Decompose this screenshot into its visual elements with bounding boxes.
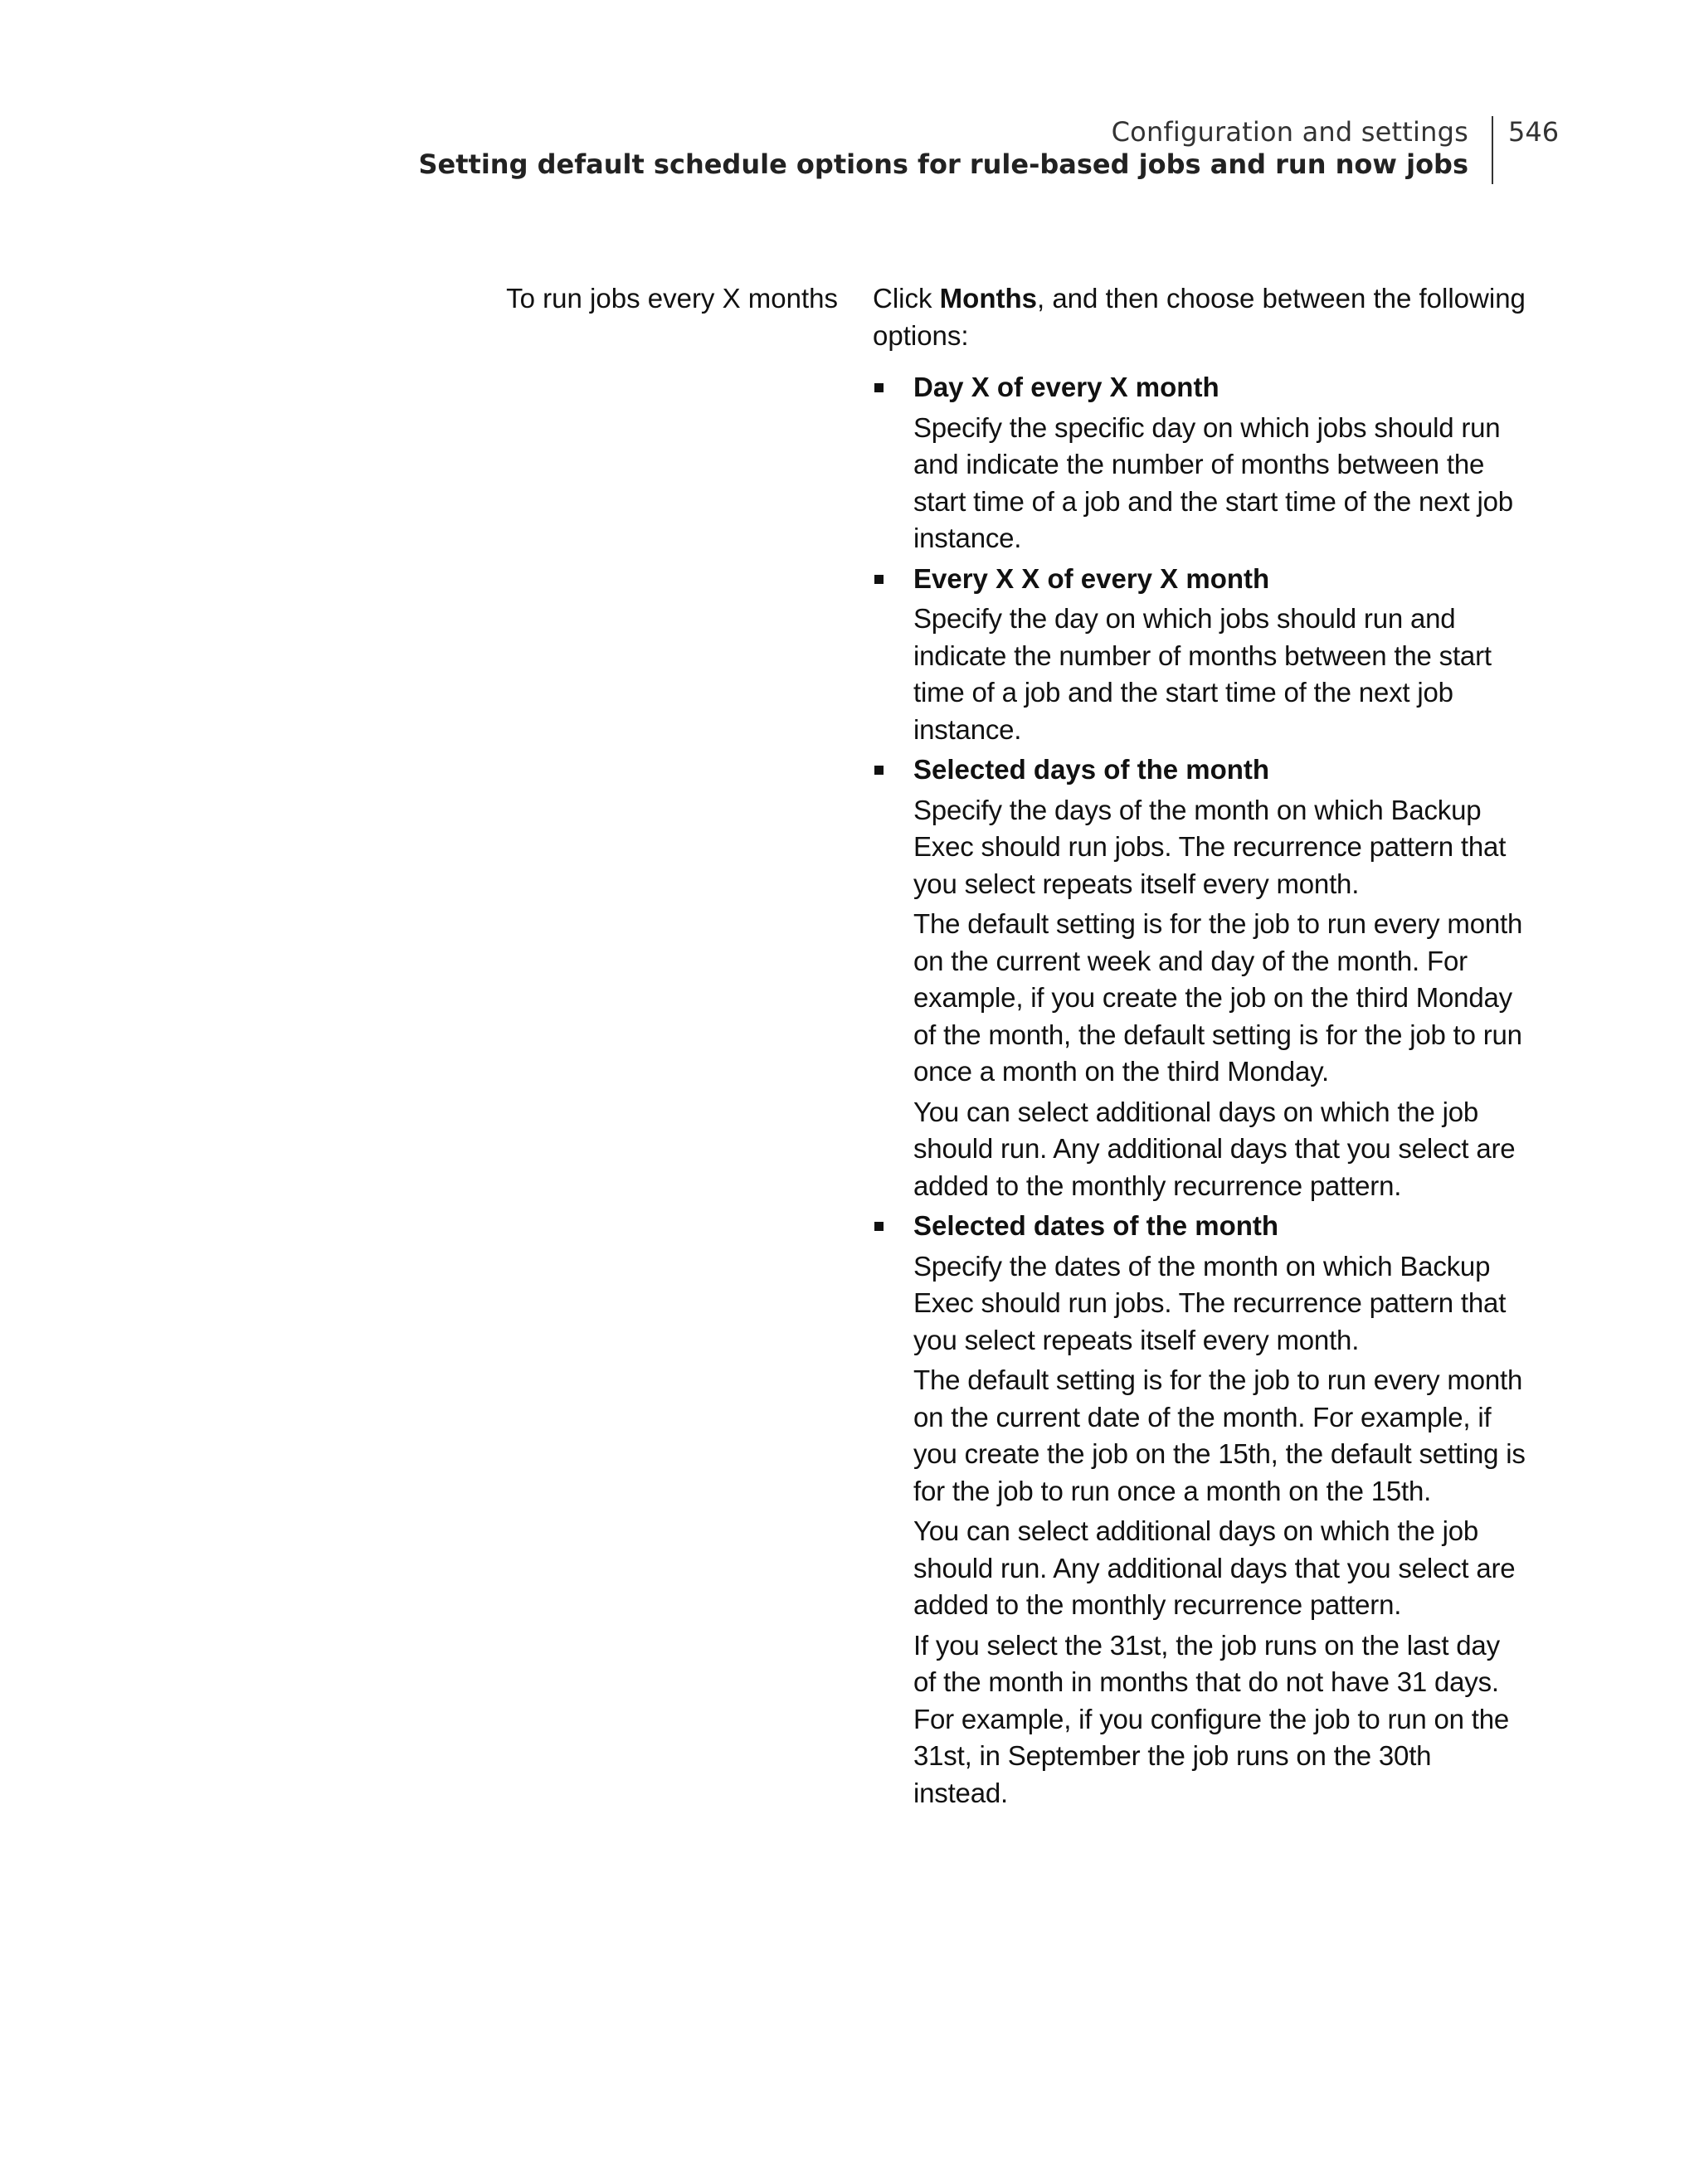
intro-bold-term: Months bbox=[939, 283, 1037, 314]
intro-prefix: Click bbox=[873, 283, 940, 314]
intro-suffix: , and then choose between the following options: bbox=[873, 283, 1526, 351]
section-title: Setting default schedule options for rule-based jobs and run now jobs bbox=[418, 148, 1468, 180]
option-item bbox=[873, 561, 1528, 749]
option-title: Selected dates of the month bbox=[913, 1210, 1279, 1241]
row-content bbox=[873, 280, 1528, 1815]
option-description: The default setting is for the job to run every month on the current week and day of the month. For example, if you create the job on the third Monday of the month, the default setting is for the job to run once a month on the third Monday. bbox=[913, 908, 1523, 1087]
header-text bbox=[418, 116, 1468, 181]
square-bullet-icon bbox=[874, 383, 884, 392]
option-description: Specify the day on which jobs should run and indicate the number of months between the start time of a job and the start time of the next job instance. bbox=[913, 603, 1492, 745]
option-title: Selected days of the month bbox=[913, 754, 1270, 785]
option-description: Specify the days of the month on which Backup Exec should run jobs. The recurrence pattern that you select repeats itself every month. bbox=[913, 794, 1507, 899]
row-label: To run jobs every X months bbox=[506, 283, 838, 314]
square-bullet-icon bbox=[874, 766, 884, 775]
option-description: Specify the dates of the month on which Backup Exec should run jobs. The recurrence pattern that you select repeats itself every month. bbox=[913, 1250, 1507, 1355]
option-description: You can select additional days on which the job should run. Any additional days that you select are added to the monthly recurrence pattern. bbox=[913, 1096, 1516, 1201]
option-description: You can select additional days on which the job should run. Any additional days that you select are added to the monthly recurrence pattern. bbox=[913, 1515, 1516, 1620]
square-bullet-icon bbox=[874, 575, 884, 584]
option-description: If you select the 31st, the job runs on the last day of the month in months that do not have 31 days. For example, if you configure the job to run on the 31st, in September the job runs on the 30th instead. bbox=[913, 1629, 1510, 1808]
intro-paragraph bbox=[873, 280, 1528, 354]
option-title: Every X X of every X month bbox=[913, 562, 1270, 594]
options-list bbox=[873, 369, 1528, 1812]
page-number: 546 bbox=[1508, 116, 1560, 148]
option-item bbox=[873, 369, 1528, 557]
chapter-title: Configuration and settings bbox=[1111, 116, 1468, 148]
square-bullet-icon bbox=[874, 1222, 884, 1231]
option-title: Day X of every X month bbox=[913, 372, 1219, 402]
option-item bbox=[873, 752, 1528, 1204]
option-description: Specify the specific day on which jobs should run and indicate the number of months between the start time of a job and the start time of the next job instance. bbox=[913, 411, 1513, 553]
header-divider bbox=[1492, 116, 1493, 184]
option-description: The default setting is for the job to run every month on the current date of the month. For example, if you create the job on the 15th, the default setting is for the job to run once a month on the 15th. bbox=[913, 1364, 1526, 1506]
option-item bbox=[873, 1208, 1528, 1812]
